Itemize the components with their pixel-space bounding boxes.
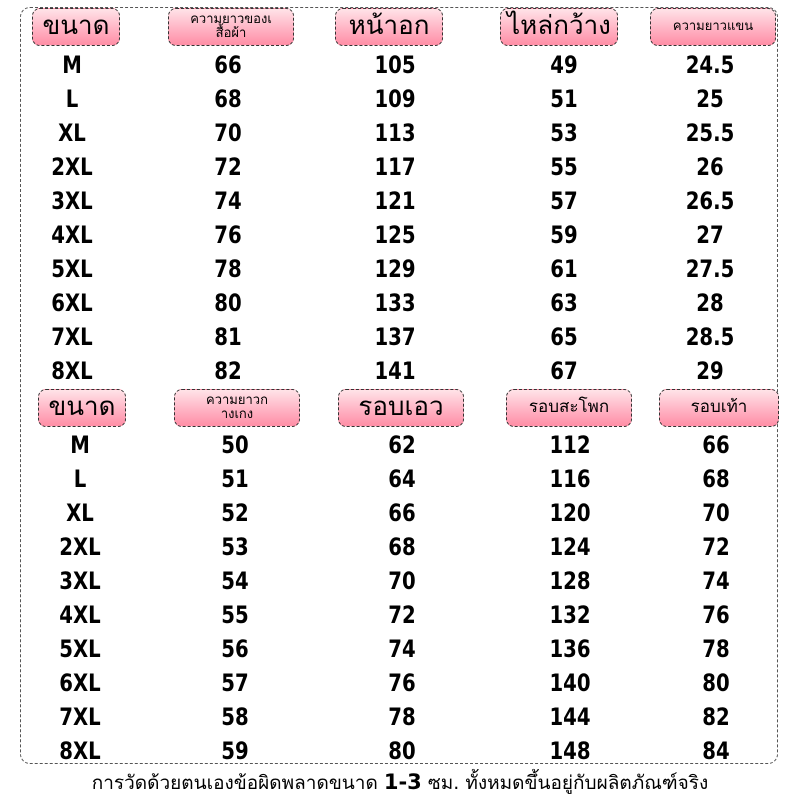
measurement-cell: 65 bbox=[550, 323, 578, 351]
size-label: XL bbox=[58, 119, 86, 147]
top-header-3 bbox=[335, 8, 443, 46]
measurement-cell: 128 bbox=[549, 567, 591, 595]
size-label: 7XL bbox=[59, 703, 101, 731]
measurement-cell: 70 bbox=[388, 567, 416, 595]
measurement-cell: 64 bbox=[388, 465, 416, 493]
measurement-cell: 82 bbox=[702, 703, 730, 731]
measurement-cell: 72 bbox=[702, 533, 730, 561]
top-header-label: หน้าอก bbox=[348, 11, 430, 42]
measurement-cell: 141 bbox=[374, 357, 416, 385]
measurement-cell: 117 bbox=[374, 153, 416, 181]
measurement-cell: 50 bbox=[221, 431, 249, 459]
measurement-cell: 66 bbox=[388, 499, 416, 527]
bottom-header-5 bbox=[659, 389, 779, 427]
top-header-label: ความยาวแขน bbox=[672, 19, 754, 35]
measurement-cell: 132 bbox=[549, 601, 591, 629]
measurement-cell: 140 bbox=[549, 669, 591, 697]
measurement-cell: 59 bbox=[550, 221, 578, 249]
size-label: 5XL bbox=[59, 635, 101, 663]
measurement-cell: 78 bbox=[388, 703, 416, 731]
measurement-cell: 148 bbox=[549, 737, 591, 765]
top-header-1 bbox=[32, 8, 120, 46]
size-label: L bbox=[65, 85, 79, 113]
measurement-cell: 72 bbox=[214, 153, 242, 181]
note-text-after: ซม. ทั้งหมดขึ้นอยู่กับผลิตภัณฑ์จริง bbox=[421, 772, 709, 794]
bottom-header-3 bbox=[338, 389, 464, 427]
size-label: M bbox=[62, 51, 82, 79]
measurement-cell: 55 bbox=[550, 153, 578, 181]
size-label: 7XL bbox=[51, 323, 93, 351]
size-label: L bbox=[73, 465, 87, 493]
size-label: 5XL bbox=[51, 255, 93, 283]
top-header-label: ความยาวของเ สื้อผ้า bbox=[190, 12, 272, 41]
measurement-cell: 112 bbox=[549, 431, 591, 459]
measurement-cell: 74 bbox=[702, 567, 730, 595]
measurement-cell: 125 bbox=[374, 221, 416, 249]
measurement-cell: 57 bbox=[550, 187, 578, 215]
measurement-cell: 55 bbox=[221, 601, 249, 629]
size-label: 2XL bbox=[51, 153, 93, 181]
measurement-cell: 66 bbox=[702, 431, 730, 459]
measurement-cell: 84 bbox=[702, 737, 730, 765]
note-range: 1-3 bbox=[383, 770, 422, 794]
measurement-cell: 59 bbox=[221, 737, 249, 765]
measurement-cell: 58 bbox=[221, 703, 249, 731]
note-text-before: การวัดด้วยตนเองข้อผิดพลาดขนาด bbox=[91, 772, 384, 794]
bottom-header-label: รอบเอว bbox=[358, 392, 444, 423]
top-header-4 bbox=[500, 8, 618, 46]
measurement-cell: 78 bbox=[214, 255, 242, 283]
size-label: 6XL bbox=[51, 289, 93, 317]
measurement-cell: 80 bbox=[214, 289, 242, 317]
measurement-cell: 76 bbox=[388, 669, 416, 697]
measurement-cell: 76 bbox=[214, 221, 242, 249]
measurement-cell: 76 bbox=[702, 601, 730, 629]
size-label: 3XL bbox=[59, 567, 101, 595]
bottom-header-label: ขนาด bbox=[48, 392, 116, 423]
measurement-cell: 24.5 bbox=[685, 51, 735, 79]
measurement-cell: 129 bbox=[374, 255, 416, 283]
measurement-cell: 56 bbox=[221, 635, 249, 663]
top-header-label: ไหล่กว้าง bbox=[507, 11, 611, 42]
measurement-cell: 133 bbox=[374, 289, 416, 317]
bottom-header-2 bbox=[174, 389, 300, 427]
top-header-5 bbox=[650, 8, 776, 46]
measurement-cell: 49 bbox=[550, 51, 578, 79]
bottom-header-label: ความยาวก างเกง bbox=[206, 393, 268, 422]
size-label: 2XL bbox=[59, 533, 101, 561]
measurement-cell: 26.5 bbox=[685, 187, 735, 215]
measurement-cell: 137 bbox=[374, 323, 416, 351]
size-label: 6XL bbox=[59, 669, 101, 697]
measurement-note bbox=[0, 768, 800, 797]
measurement-cell: 74 bbox=[388, 635, 416, 663]
measurement-cell: 51 bbox=[221, 465, 249, 493]
measurement-cell: 51 bbox=[550, 85, 578, 113]
measurement-cell: 62 bbox=[388, 431, 416, 459]
measurement-cell: 27 bbox=[696, 221, 724, 249]
measurement-cell: 61 bbox=[550, 255, 578, 283]
size-label: 4XL bbox=[59, 601, 101, 629]
measurement-cell: 52 bbox=[221, 499, 249, 527]
size-label: 8XL bbox=[51, 357, 93, 385]
measurement-cell: 68 bbox=[388, 533, 416, 561]
measurement-cell: 28 bbox=[696, 289, 724, 317]
measurement-cell: 70 bbox=[214, 119, 242, 147]
measurement-cell: 26 bbox=[696, 153, 724, 181]
measurement-cell: 124 bbox=[549, 533, 591, 561]
size-label: 8XL bbox=[59, 737, 101, 765]
measurement-cell: 54 bbox=[221, 567, 249, 595]
measurement-cell: 120 bbox=[549, 499, 591, 527]
measurement-cell: 116 bbox=[549, 465, 591, 493]
measurement-cell: 81 bbox=[214, 323, 242, 351]
measurement-cell: 27.5 bbox=[685, 255, 735, 283]
bottom-header-1 bbox=[38, 389, 126, 427]
measurement-cell: 105 bbox=[374, 51, 416, 79]
measurement-cell: 144 bbox=[549, 703, 591, 731]
bottom-header-4 bbox=[506, 389, 632, 427]
measurement-cell: 78 bbox=[702, 635, 730, 663]
measurement-cell: 136 bbox=[549, 635, 591, 663]
size-label: 4XL bbox=[51, 221, 93, 249]
measurement-cell: 25 bbox=[696, 85, 724, 113]
measurement-cell: 80 bbox=[702, 669, 730, 697]
size-label: M bbox=[70, 431, 90, 459]
size-label: XL bbox=[66, 499, 94, 527]
measurement-cell: 25.5 bbox=[685, 119, 735, 147]
top-header-label: ขนาด bbox=[42, 11, 110, 42]
measurement-cell: 70 bbox=[702, 499, 730, 527]
measurement-cell: 68 bbox=[702, 465, 730, 493]
size-label: 3XL bbox=[51, 187, 93, 215]
measurement-cell: 74 bbox=[214, 187, 242, 215]
bottom-header-label: รอบสะโพก bbox=[528, 397, 610, 418]
measurement-cell: 53 bbox=[221, 533, 249, 561]
top-header-2 bbox=[168, 8, 294, 46]
measurement-cell: 113 bbox=[374, 119, 416, 147]
measurement-cell: 53 bbox=[550, 119, 578, 147]
measurement-cell: 109 bbox=[374, 85, 416, 113]
measurement-cell: 29 bbox=[696, 357, 724, 385]
bottom-header-label: รอบเท้า bbox=[690, 397, 748, 418]
measurement-cell: 72 bbox=[388, 601, 416, 629]
measurement-cell: 28.5 bbox=[685, 323, 735, 351]
measurement-cell: 67 bbox=[550, 357, 578, 385]
measurement-cell: 57 bbox=[221, 669, 249, 697]
measurement-cell: 68 bbox=[214, 85, 242, 113]
measurement-cell: 80 bbox=[388, 737, 416, 765]
measurement-cell: 82 bbox=[214, 357, 242, 385]
measurement-cell: 121 bbox=[374, 187, 416, 215]
measurement-cell: 63 bbox=[550, 289, 578, 317]
measurement-cell: 66 bbox=[214, 51, 242, 79]
